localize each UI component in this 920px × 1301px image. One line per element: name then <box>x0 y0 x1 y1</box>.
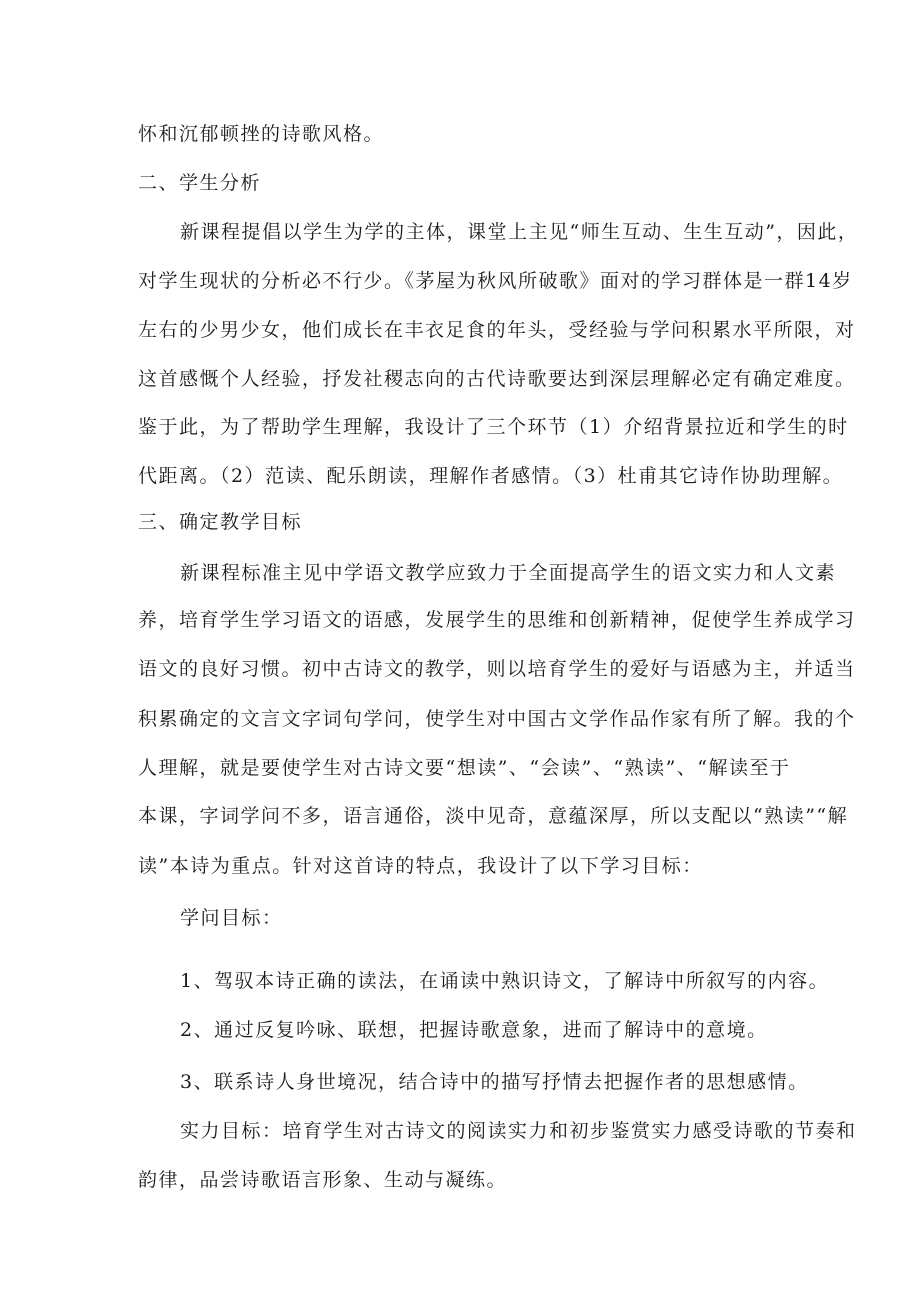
paragraph-line: 读”本诗为重点。针对这首诗的特点，我设计了以下学习目标： <box>138 855 703 877</box>
list-item: 3、联系诗人身世境况，结合诗中的描写抒情去把握作者的思想感情。 <box>180 1071 809 1093</box>
paragraph-line: 代距离。（2）范读、配乐朗读，理解作者感情。（3）杜甫其它诗作协助理解。 <box>138 465 844 487</box>
paragraph-line: 鉴于此，为了帮助学生理解，我设计了三个环节（1）介绍背景拉近和学生的时 <box>138 416 849 438</box>
section-heading: 三、确定教学目标 <box>138 511 303 533</box>
paragraph-line: 这首感慨个人经验，抒发社稷志向的古代诗歌要达到深层理解必定有确定难度。 <box>138 368 856 390</box>
paragraph-line: 语文的良好习惯。初中古诗文的教学，则以培育学生的爱好与语感为主，并适当 <box>138 658 856 680</box>
paragraph-line: 新课程提倡以学生为学的主体，课堂上主见“师生互动、生生互动”，因此， <box>180 221 859 243</box>
paragraph-line: 人理解，就是要使学生对古诗文要“想读”、“会读”、“熟读”、“解读至于 <box>138 757 791 779</box>
paragraph-line: 对学生现状的分析必不行少。《茅屋为秋风所破歌》面对的学习群体是一群14岁 <box>138 270 853 292</box>
subheading-line: 学问目标： <box>180 907 283 929</box>
section-heading: 二、学生分析 <box>138 172 262 194</box>
paragraph-line: 本课，字词学问不多，语言通俗，淡中见奇，意蕴深厚，所以支配以“熟读”“解 <box>138 805 849 827</box>
paragraph-line: 韵律，品尝诗歌语言形象、生动与凝练。 <box>138 1169 508 1191</box>
paragraph-line: 养，培育学生学习语文的语感，发展学生的思维和创新精神，促使学生养成学习 <box>138 609 856 631</box>
list-item: 2、通过反复吟咏、联想，把握诗歌意象，进而了解诗中的意境。 <box>180 1019 768 1041</box>
paragraph-line: 新课程标准主见中学语文教学应致力于全面提高学生的语文实力和人文素 <box>180 562 837 584</box>
list-item: 1、驾驭本诗正确的读法，在诵读中熟识诗文，了解诗中所叙写的内容。 <box>180 970 830 992</box>
paragraph-line: 左右的少男少女，他们成长在丰衣足食的年头，受经验与学问积累水平所限，对 <box>138 319 856 341</box>
paragraph-line: 积累确定的文言文字词句学问，使学生对中国古文学作品作家有所了解。我的个 <box>138 708 856 730</box>
paragraph-line: 怀和沉郁顿挫的诗歌风格。 <box>138 123 385 145</box>
paragraph-line: 实力目标：培育学生对古诗文的阅读实力和初步鉴赏实力感受诗歌的节奏和 <box>180 1120 857 1142</box>
